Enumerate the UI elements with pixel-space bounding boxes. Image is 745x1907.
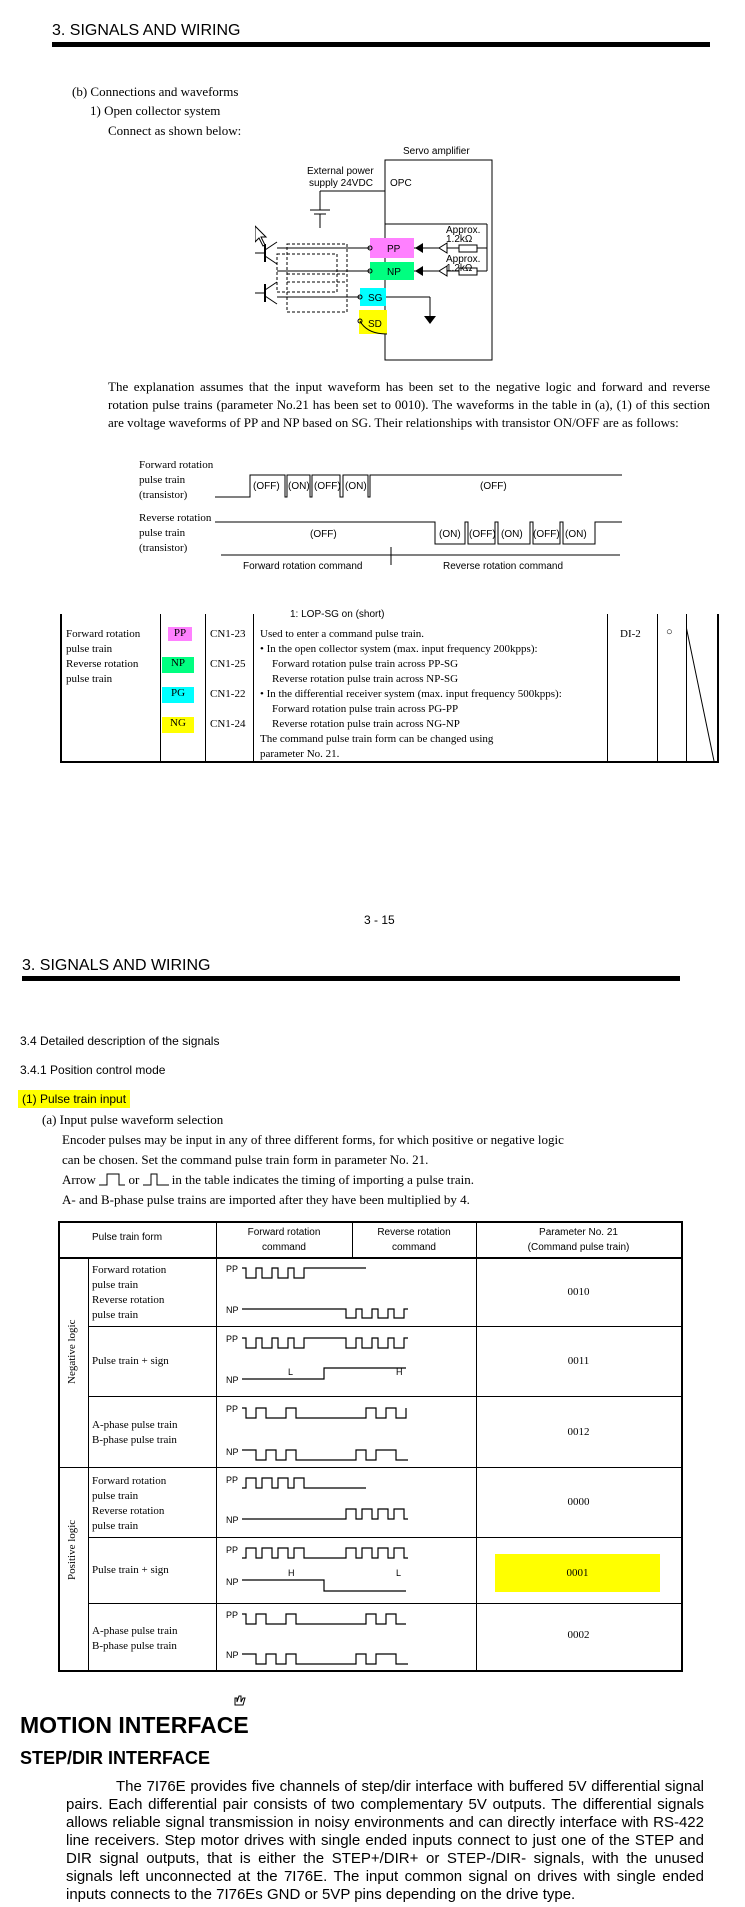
t-off-6: (OFF) — [533, 529, 560, 540]
subsection-1: 1) Open collector system — [90, 103, 221, 118]
t-on-5: (ON) — [565, 529, 587, 540]
cursor-icon — [255, 226, 266, 246]
header-rule-2 — [22, 976, 680, 981]
wf-np-6: NP — [226, 1650, 239, 1660]
t-off-5: (OFF) — [469, 529, 496, 540]
row4-form — [92, 1474, 166, 1534]
section-header-page1: 3. SIGNALS AND WIRING — [52, 22, 241, 39]
np-label: NP — [387, 267, 401, 278]
param-row3: 0012 — [567, 1426, 590, 1438]
wf-np-4: NP — [226, 1515, 239, 1525]
wf-pp-1: PP — [226, 1264, 239, 1274]
hand-cursor-icon — [232, 1693, 248, 1707]
row2-form: Pulse train + sign — [92, 1355, 169, 1367]
rev-name-1: Reverse rotation — [66, 658, 139, 670]
row5-form: Pulse train + sign — [92, 1564, 169, 1576]
rev-label-2: pulse train — [139, 527, 186, 539]
fwd-name-2: pulse train — [66, 643, 113, 655]
opc-label: OPC — [390, 178, 412, 189]
fwd-name — [66, 627, 140, 687]
open-collector-diagram — [255, 144, 495, 366]
pin-ng: CN1-24 — [210, 718, 246, 730]
t-on-1: (ON) — [288, 481, 310, 492]
approx-label-1: Approx. — [446, 225, 481, 236]
rev-label-3: (transistor) — [139, 542, 188, 554]
rev-cmd-label: Reverse rotation command — [443, 561, 564, 572]
wf-l-2: L — [288, 1367, 294, 1377]
h-param-2: (Command pulse train) — [527, 1242, 630, 1253]
param-row6: 0002 — [567, 1629, 590, 1641]
wf-pp-6: PP — [226, 1610, 239, 1620]
arrow-pre: Arrow — [62, 1172, 96, 1187]
code-pp: PP — [168, 627, 192, 641]
pin-pp: CN1-23 — [210, 628, 246, 640]
timing-diagram — [215, 465, 625, 575]
rev-label-1: Reverse rotation — [139, 512, 212, 524]
fwd-label-2: pulse train — [139, 474, 186, 486]
rising-edge-icon — [99, 1172, 125, 1186]
r1-f1: Forward rotation — [92, 1264, 167, 1276]
para-1: Encoder pulses may be input in any of three different forms, for which positive or negative logic — [62, 1132, 564, 1147]
desc-line-3: Forward rotation pulse train across PP-SG — [272, 658, 459, 670]
h-fwd-cmd — [216, 1225, 352, 1255]
pin-pg: CN1-22 — [210, 688, 246, 700]
sig-desc — [260, 627, 562, 762]
wf-pp-3: PP — [226, 1404, 239, 1414]
desc-line-9: parameter No. 21. — [260, 748, 340, 760]
r1-f4: pulse train — [92, 1309, 139, 1321]
waveform-column — [216, 1258, 476, 1668]
diagonal-line — [686, 626, 716, 761]
r4-f2: pulse train — [92, 1490, 139, 1502]
desc-line-2: • In the open collector system (max. input frequency 200kpps): — [260, 643, 538, 655]
header-rule — [52, 42, 710, 47]
h-param-1: Parameter No. 21 — [539, 1227, 618, 1238]
positive-logic-label: Positive logic — [66, 1519, 78, 1580]
desc-line-1: Used to enter a command pulse train. — [260, 628, 425, 640]
desc-line-5: • In the differential receiver system (max. input frequency 500kpps): — [260, 688, 562, 700]
h-rev-2: command — [392, 1242, 436, 1253]
r1-f2: pulse train — [92, 1279, 139, 1291]
wf-h-1: H — [288, 1568, 295, 1578]
fwd-name-1: Forward rotation — [66, 628, 141, 640]
sg-label: SG — [368, 293, 383, 304]
section-3-4: 3.4 Detailed description of the signals — [20, 1034, 220, 1048]
code-np: NP — [162, 657, 194, 673]
param-row2: 0011 — [567, 1355, 590, 1367]
falling-edge-icon — [143, 1172, 169, 1186]
approx-label-2: Approx. — [446, 254, 481, 265]
page-number: 3 - 15 — [364, 913, 395, 927]
sd-label: SD — [368, 319, 382, 330]
t-off-3: (OFF) — [480, 481, 507, 492]
wf-np-5: NP — [226, 1577, 239, 1587]
h-rev-1: Reverse rotation — [377, 1227, 451, 1238]
table-top-clip: 1: LOP-SG on (short) — [290, 609, 385, 620]
res-label-2: 1.2kΩ — [446, 263, 473, 274]
param-row1: 0010 — [567, 1286, 590, 1298]
t-on-2: (ON) — [345, 481, 367, 492]
ext-power-label-2: supply 24VDC — [309, 178, 373, 189]
r6-f1: A-phase pulse train — [92, 1625, 178, 1637]
mark-cell: ○ — [666, 626, 673, 638]
t-off-1: (OFF) — [253, 481, 280, 492]
h-fwd-2: command — [262, 1242, 306, 1253]
t-on-3: (ON) — [439, 529, 461, 540]
desc-line-4: Reverse rotation pulse train across NP-SG — [272, 673, 459, 685]
t-off-2: (OFF) — [314, 481, 341, 492]
wf-np-2: NP — [226, 1375, 239, 1385]
desc-line-8: The command pulse train form can be changed using — [260, 733, 494, 745]
r4-f3: Reverse rotation — [92, 1505, 165, 1517]
fwd-cmd-label: Forward rotation command — [243, 561, 363, 572]
param-row4: 0000 — [567, 1496, 590, 1508]
connect-text: Connect as shown below: — [108, 123, 242, 138]
fwd-pulse-label — [139, 458, 213, 503]
para-3 — [62, 1172, 474, 1188]
pp-label: PP — [387, 244, 401, 255]
wf-np-3: NP — [226, 1447, 239, 1457]
param-row5: 0001 — [495, 1554, 660, 1592]
h-fwd-1: Forward rotation — [247, 1227, 321, 1238]
rev-pulse-label — [139, 511, 211, 556]
rev-name-2: pulse train — [66, 673, 113, 685]
fwd-label-3: (transistor) — [139, 489, 188, 501]
step-dir-body: The 7I76E provides five channels of step/dir interface with buffered 5V differential signal pairs. Each differential pair consists of two complementary 5V outputs. The differential signals allows reliable signal transmission in noisy environments and can directly interface with RS-422 line receivers. Step motor drives with single ended inputs connect to just one of the STEP and DIR signal outputs, that is either the STEP+/DIR+ or STEP-/DIR- signals, with the unused signals left unconnected at the 7I76E. The input common signal on drives with single ended inputs connects to the 7I76Es GND or 5VP pins depending on the drive type. — [66, 1778, 704, 1903]
row1-form — [92, 1263, 166, 1323]
wf-np-1: NP — [226, 1305, 239, 1315]
r4-f1: Forward rotation — [92, 1475, 167, 1487]
arrow-or: or — [128, 1172, 140, 1187]
code-ng: NG — [162, 717, 194, 733]
t-off-4: (OFF) — [310, 529, 337, 540]
para-2: can be chosen. Set the command pulse train form in parameter No. 21. — [62, 1152, 429, 1167]
code-pg: PG — [162, 687, 194, 703]
io-div: DI-2 — [620, 628, 641, 640]
pulse-train-input-heading: (1) Pulse train input — [18, 1090, 130, 1108]
wf-pp-2: PP — [226, 1334, 239, 1344]
negative-logic-label: Negative logic — [66, 1319, 78, 1384]
fwd-label-1: Forward rotation — [139, 459, 214, 471]
ext-power-label: External power — [307, 166, 374, 177]
arrow-post: in the table indicates the timing of importing a pulse train. — [171, 1172, 474, 1187]
t-on-4: (ON) — [501, 529, 523, 540]
wf-l-1: L — [396, 1568, 402, 1578]
subsection-b: (b) Connections and waveforms — [72, 84, 239, 99]
r3-f2: B-phase pulse train — [92, 1434, 177, 1446]
wf-pp-5: PP — [226, 1545, 239, 1555]
r1-f3: Reverse rotation — [92, 1294, 165, 1306]
desc-line-7: Reverse rotation pulse train across NG-NP — [272, 718, 460, 730]
section-3-4-1: 3.4.1 Position control mode — [20, 1063, 166, 1077]
desc-line-6: Forward rotation pulse train across PG-PP — [272, 703, 459, 715]
section-a: (a) Input pulse waveform selection — [42, 1112, 224, 1127]
row6-form — [92, 1624, 178, 1654]
servo-amp-label: Servo amplifier — [403, 146, 470, 157]
row3-form — [92, 1418, 178, 1448]
h-pulse-form: Pulse train form — [92, 1232, 163, 1243]
step-dir-subtitle: STEP/DIR INTERFACE — [20, 1748, 211, 1768]
wf-h-2: H — [396, 1367, 403, 1377]
motion-interface-title: MOTION INTERFACE — [20, 1712, 249, 1738]
res-label-1: 1.2kΩ — [446, 234, 473, 245]
pin-np: CN1-25 — [210, 658, 246, 670]
h-param — [476, 1225, 681, 1255]
wf-pp-4: PP — [226, 1475, 239, 1485]
r4-f4: pulse train — [92, 1520, 139, 1532]
r6-f2: B-phase pulse train — [92, 1640, 177, 1652]
section-header-page2: 3. SIGNALS AND WIRING — [22, 957, 211, 974]
r3-f1: A-phase pulse train — [92, 1419, 178, 1431]
h-rev-cmd — [352, 1225, 476, 1255]
explanation-paragraph: The explanation assumes that the input waveform has been set to the negative logic and forward and reverse rotation pulse trains (parameter No.21 has been set to 0010). The waveforms in the table in (a), (1) of this section are voltage waveforms of PP and NP based on SG. Their relationships with transistor ON/OFF are as follows: — [108, 379, 710, 430]
para-4: A- and B-phase pulse trains are imported after they have been multiplied by 4. — [62, 1192, 470, 1207]
